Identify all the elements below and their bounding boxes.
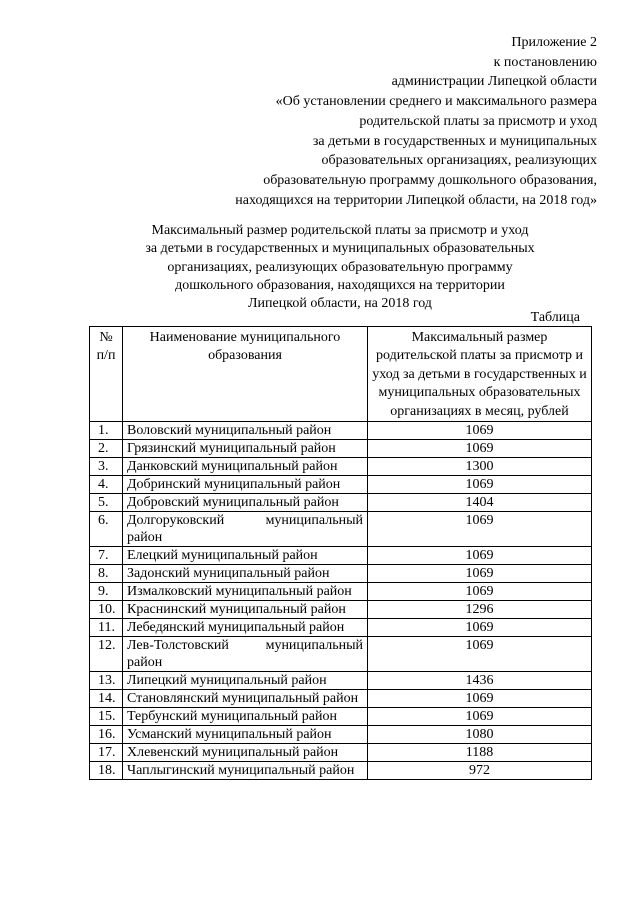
row-max-fee: 1069	[368, 690, 592, 708]
table-row	[90, 476, 592, 494]
row-max-fee: 1069	[368, 619, 592, 637]
row-max-fee: 1069	[368, 512, 592, 547]
table-row	[90, 672, 592, 690]
table-row	[90, 744, 592, 762]
title-line: Максимальный размер родительской платы за присмотр и уход	[151, 223, 529, 238]
row-max-fee: 972	[368, 762, 592, 780]
row-number: 5.	[90, 494, 123, 512]
row-number: 3.	[90, 458, 123, 476]
row-max-fee: 1069	[368, 583, 592, 601]
row-number: 4.	[90, 476, 123, 494]
header-municipality: Наименование муниципального образования	[123, 327, 368, 422]
row-municipality: Елецкий муниципальный район	[123, 547, 368, 565]
appendix-line: образовательных организациях, реализующих	[321, 153, 597, 169]
row-municipality: Липецкий муниципальный район	[123, 672, 368, 690]
row-max-fee: 1436	[368, 672, 592, 690]
row-number: 1.	[90, 422, 123, 440]
row-number: 16.	[90, 726, 123, 744]
row-max-fee: 1080	[368, 726, 592, 744]
row-municipality: Воловский муниципальный район	[123, 422, 368, 440]
row-municipality: Становлянский муниципальный район	[123, 690, 368, 708]
appendix-line: за детьми в государственных и муниципальных	[312, 133, 597, 149]
table-row	[90, 565, 592, 583]
row-number: 9.	[90, 583, 123, 601]
table-row	[90, 583, 592, 601]
appendix-line: Приложение 2	[511, 35, 597, 50]
row-municipality: Измалковский муниципальный район	[123, 583, 368, 601]
title-line: Липецкой области, на 2018 год	[248, 296, 432, 312]
appendix-line: «Об установлении среднего и максимального размера	[275, 94, 597, 110]
row-number: 13.	[90, 672, 123, 690]
fee-table	[89, 326, 592, 780]
row-max-fee: 1069	[368, 422, 592, 440]
row-max-fee: 1188	[368, 744, 592, 762]
row-number: 6.	[90, 512, 123, 547]
row-municipality: Грязинский муниципальный район	[123, 440, 368, 458]
row-municipality: Усманский муниципальный район	[123, 726, 368, 744]
header-number: № п/п	[90, 327, 123, 422]
table-row	[90, 512, 592, 547]
table-row	[90, 619, 592, 637]
table-header-row	[90, 327, 592, 422]
table-row	[90, 422, 592, 440]
row-number: 12.	[90, 637, 123, 672]
row-number: 11.	[90, 619, 123, 637]
appendix-line: родительской платы за присмотр и уход	[359, 113, 597, 129]
table-body	[90, 422, 592, 780]
table-row	[90, 637, 592, 672]
row-municipality: Задонский муниципальный район	[123, 565, 368, 583]
table-row	[90, 726, 592, 744]
row-number: 2.	[90, 440, 123, 458]
row-max-fee: 1069	[368, 565, 592, 583]
table-row	[90, 547, 592, 565]
row-number: 14.	[90, 690, 123, 708]
title-line: за детьми в государственных и муниципальных образовательных	[145, 241, 535, 257]
row-max-fee: 1404	[368, 494, 592, 512]
row-max-fee: 1300	[368, 458, 592, 476]
title-line: организациях, реализующих образовательную программу	[167, 259, 513, 275]
table-row	[90, 708, 592, 726]
table-row	[90, 762, 592, 780]
row-number: 8.	[90, 565, 123, 583]
row-number: 15.	[90, 708, 123, 726]
row-max-fee: 1069	[368, 637, 592, 672]
row-number: 7.	[90, 547, 123, 565]
row-municipality: Тербунский муниципальный район	[123, 708, 368, 726]
row-municipality: Данковский муниципальный район	[123, 458, 368, 476]
table-row	[90, 690, 592, 708]
row-number: 17.	[90, 744, 123, 762]
row-municipality: Добринский муниципальный район	[123, 476, 368, 494]
appendix-line: к постановлению	[493, 54, 597, 70]
title-line: дошкольного образования, находящихся на территории	[175, 277, 505, 293]
table-row	[90, 494, 592, 512]
table-row	[90, 458, 592, 476]
row-max-fee: 1069	[368, 440, 592, 458]
row-municipality: Хлевенский муниципальный район	[123, 744, 368, 762]
row-number: 10.	[90, 601, 123, 619]
appendix-line: находящихся на территории Липецкой области, на 2018 год»	[235, 192, 597, 208]
appendix-line: образовательную программу дошкольного образования,	[263, 172, 597, 188]
row-max-fee: 1296	[368, 601, 592, 619]
header-max-fee: Максимальный размер родительской платы за присмотр и уход за детьми в государственных и муниципальных образовательных организациях в месяц, рублей	[368, 327, 592, 422]
row-max-fee: 1069	[368, 476, 592, 494]
row-municipality: Лев-Толстовский муниципальный район	[123, 637, 368, 672]
row-municipality: Чаплыгинский муниципальный район	[123, 762, 368, 780]
row-max-fee: 1069	[368, 547, 592, 565]
table-row	[90, 601, 592, 619]
row-max-fee: 1069	[368, 708, 592, 726]
row-municipality: Долгоруковский муниципальный район	[123, 512, 368, 547]
row-municipality: Краснинский муниципальный район	[123, 601, 368, 619]
appendix-block	[235, 33, 597, 210]
appendix-line: администрации Липецкой области	[391, 74, 597, 90]
table-row	[90, 440, 592, 458]
table-label: Таблица	[530, 310, 580, 325]
row-municipality: Лебедянский муниципальный район	[123, 619, 368, 637]
row-municipality: Добровский муниципальный район	[123, 494, 368, 512]
row-number: 18.	[90, 762, 123, 780]
document-title	[0, 222, 640, 313]
